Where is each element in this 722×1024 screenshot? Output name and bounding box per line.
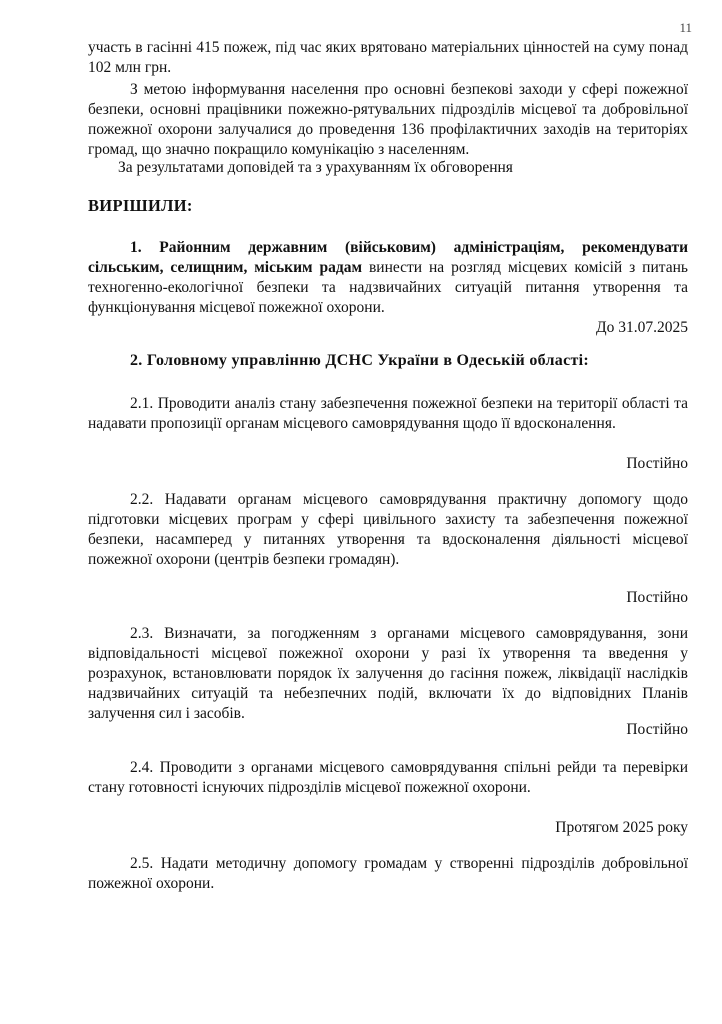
subitem-2-5: 2.5. Надати методичну допомогу громадам у створенні підрозділів добровільної пожежної охорони.: [88, 855, 688, 892]
subitem-2-1: 2.1. Проводити аналіз стану забезпечення пожежної безпеки на території області та надавати пропозиції органам місцевого самоврядування щодо її вдосконалення.: [88, 395, 688, 432]
subitem-2-2: 2.2. Надавати органам місцевого самоврядування практичну допомогу щодо підготовки місцевих програм у сфері цивільного захисту та забезпечення пожежної безпеки, насамперед у питаннях утворення та вдосконалення діяльності місцевої пожежної охорони (центрів безпеки громадян).: [88, 491, 688, 568]
subitem-2-3-deadline: Постійно: [626, 721, 688, 738]
intro-paragraph-1: участь в гасінні 415 пожеж, під час яких врятовано матеріальних цінностей на суму понад 102 млн грн.: [88, 39, 688, 76]
page-number: 11: [679, 20, 692, 35]
subitem-2-4-deadline: Протягом 2025 року: [555, 819, 688, 836]
subitem-2-4: 2.4. Проводити з органами місцевого самоврядування спільні рейди та перевірки стану готовності існуючих підрозділів місцевої пожежної охорони.: [88, 759, 688, 796]
item-2-heading: 2. Головному управлінню ДСНС України в Одеській області:: [130, 352, 590, 369]
intro-paragraph-2: З метою інформування населення про основні безпекові заходи у сфері пожежної безпеки, основні працівники пожежно-рятувальних підрозділів місцевої та добровільної пожежної охорони залучалися до проведення 136 профілактичних заходів на територіях громад, що значно покращило комунікацію з населенням.: [88, 81, 688, 158]
subitem-2-2-deadline: Постійно: [626, 589, 688, 606]
item-1-text: винести на розгляд місцевих комісій з питань техногенно-екологічної безпеки та надзвичайних ситуацій питання утворення та функціонування місцевої пожежної охорони.: [88, 259, 688, 316]
decided-heading: ВИРІШИЛИ:: [88, 196, 193, 215]
subitem-2-1-deadline: Постійно: [626, 455, 688, 472]
subitem-2-3: 2.3. Визначати, за погодженням з органами місцевого самоврядування, зони відповідальності місцевої пожежної охорони у разі їх утворення та введення у розрахунок, встановлювати порядок їх залучення до гасіння пожеж, ліквідації наслідків надзвичайних ситуацій та небезпечних подій, включати їх до відповідних Планів залучення сил і засобів.: [88, 625, 688, 722]
intro-paragraph-3: За результатами доповідей та з урахуванням їх обговорення: [118, 159, 513, 176]
item-1-recipients: 1. Районним державним (військовим) адміністраціям, рекомендувати сільським, селищним, міським радам: [88, 239, 688, 276]
item-1-deadline: До 31.07.2025: [596, 319, 688, 336]
item-1-paragraph: [88, 238, 688, 318]
